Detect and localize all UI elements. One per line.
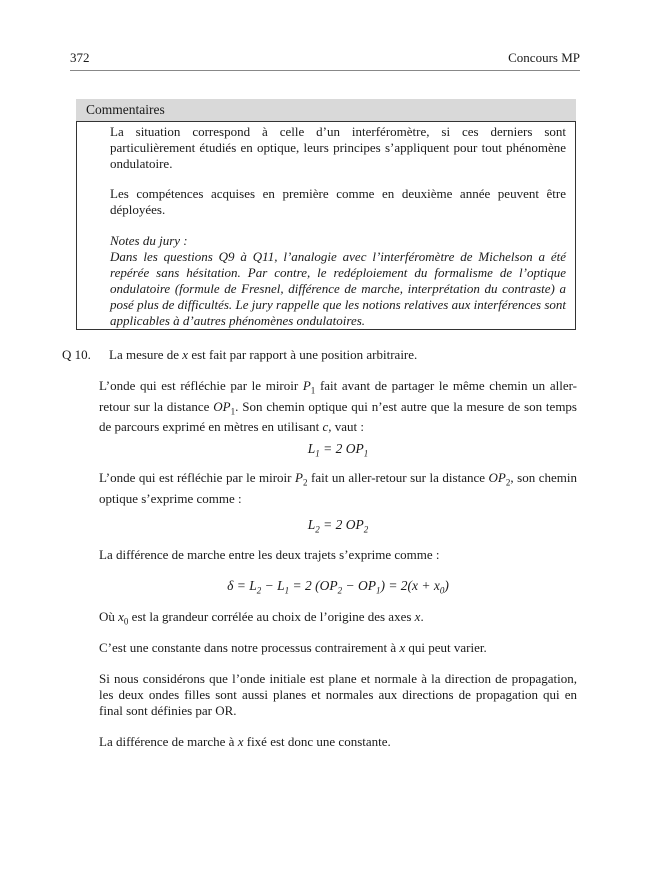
equation-delta: $\delta = L_2 - L_1 = 2$ $(OP_2 - OP_1) = 2(x + x_0)$ bbox=[227, 578, 449, 596]
question-intro: La mesure de x est fait par rapport à une position arbitraire. bbox=[109, 347, 418, 362]
paragraph-conclusion: La différence de marche à x fixé est donc une constante. bbox=[99, 734, 391, 749]
paragraph-path-difference: La différence de marche entre les deux trajets s’exprime comme : bbox=[99, 547, 440, 562]
equation-l1: $L_1 = 2$ $OP_1$ bbox=[307, 441, 369, 459]
paragraph-plane-wave: Si nous considérons que l’onde initiale est plane et normale à la direction de propagation, les deux ondes filles sont aussi planes et normales aux directions de propagation qui en final sont définies par OR. bbox=[99, 671, 577, 718]
running-title: Concours MP bbox=[508, 50, 580, 65]
equation-l2: $L_2 = 2$ $OP_2$ bbox=[307, 517, 369, 535]
page-header bbox=[70, 50, 580, 71]
paragraph-wave-p1: L’onde qui est réfléchie par le miroir $P_1$ fait avant de partager le même chemin un aller-retour sur la distance $OP_1$. Son chemin optique qui n’est autre que la mesure de son temps de parcours exprimé en mètres en utilisant c, vaut : bbox=[99, 378, 577, 435]
paragraph-constant: C’est une constante dans notre processus contrairement à x qui peut varier. bbox=[99, 640, 487, 655]
paragraph-wave-p2: L’onde qui est réfléchie par le miroir $P_2$ fait un aller-retour sur la distance $OP_2$, son chemin optique s’exprime comme : bbox=[99, 470, 577, 506]
paragraph-x0: Où $x_0$ est la grandeur corrélée au choix de l’origine des axes x. bbox=[99, 609, 424, 627]
comment-paragraph-2: Les compétences acquises en première comme en deuxième année peuvent être déployées. bbox=[110, 186, 566, 217]
jury-notes-title: Notes du jury : bbox=[110, 233, 188, 248]
page-number: 372 bbox=[70, 50, 90, 65]
comment-box-title: Commentaires bbox=[76, 99, 576, 121]
jury-notes-text: Dans les questions Q9 à Q11, l’analogie avec l’interféromètre de Michelson a été repérée sans hésitation. Par contre, le redéploiement du formalisme de l’optique ondulatoire (formule de Fresnel, différence de marche, interprétation du contraste) a posé plus de difficultés. Le jury rappelle que les notions relatives aux interférences sont applicables à d’autres phénomènes ondulatoires. bbox=[110, 249, 566, 328]
comment-paragraph-1: La situation correspond à celle d’un interféromètre, si ces derniers sont particulièrement étudiés en optique, leurs principes s’appliquent pour tout phénomène ondulatoire. bbox=[110, 124, 566, 171]
question-label: Q 10. bbox=[62, 347, 91, 362]
